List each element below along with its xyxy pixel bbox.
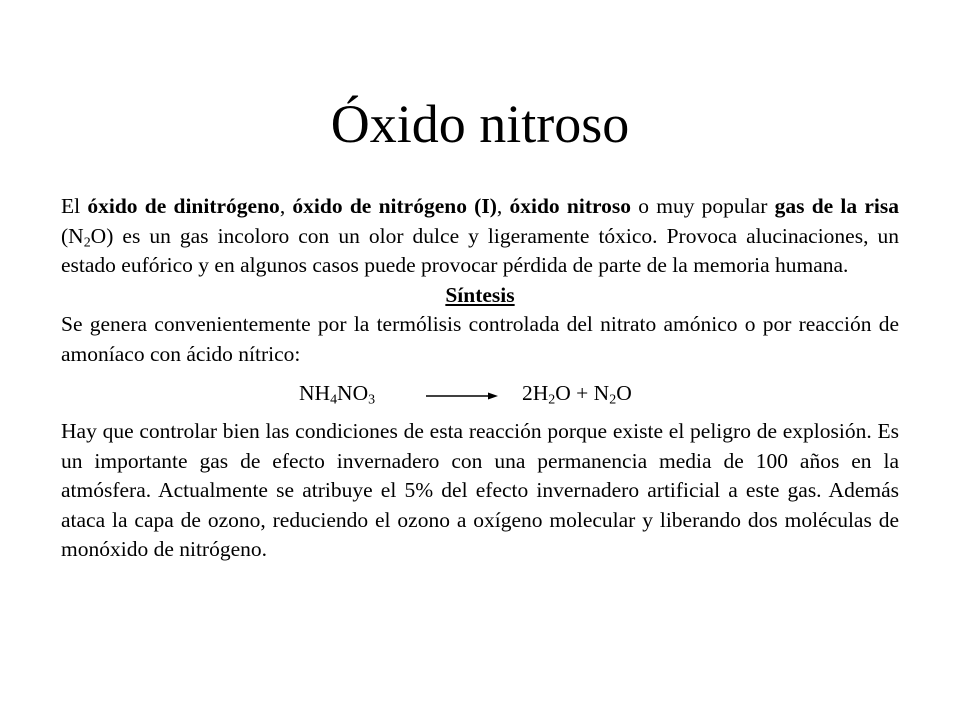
term-dinitrogen-oxide: óxido de dinitrógeno: [87, 194, 280, 218]
synthesis-paragraph: Se genera convenientemente por la termólisis controlada del nitrato amónico o por reacción de amoníaco con ácido nítrico:: [61, 312, 899, 366]
term-nitrous-oxide: óxido nitroso: [509, 194, 632, 218]
formula-subscript: 2: [83, 234, 91, 250]
product-subscript-1: 2: [548, 392, 556, 408]
slide-title: Óxido nitroso: [330, 94, 630, 154]
reaction-equation: [61, 373, 899, 417]
reactant-subscript-1: 4: [330, 392, 338, 408]
intro-text-5: (N: [61, 223, 84, 248]
slide-content: [61, 192, 899, 565]
product-subscript-2: 2: [609, 392, 617, 408]
term-laughing-gas: gas de la risa: [774, 194, 900, 218]
synthesis-heading: Síntesis: [445, 282, 515, 307]
reactant-part-1: NH: [299, 381, 331, 405]
reaction-arrow-icon: [426, 391, 498, 401]
product-part-3: O: [616, 381, 632, 405]
reactant-part-2: NO: [337, 381, 369, 405]
product-part-2: O + N: [555, 381, 610, 405]
reactant-subscript-2: 3: [368, 392, 376, 408]
term-nitrogen-oxide-i: óxido de nitrógeno (I): [292, 194, 497, 218]
intro-text-6: O) es un gas incoloro con un olor dulce y ligeramente tóxico. Provoca alucinaciones, un estado eufórico y en algunos casos puede provocar pérdida de parte de la memoria humana.: [61, 223, 899, 277]
product-part-1: 2H: [522, 381, 549, 405]
equation-products: [522, 379, 632, 409]
intro-paragraph: [61, 192, 899, 281]
intro-text-4: o muy popular: [631, 194, 775, 218]
closing-paragraph: Hay que controlar bien las condiciones de esta reacción porque existe el peligro de explosión. Es un importante gas de efecto invernadero con una permanencia media de 100 años en la atmósfera. Actualmente se atribuye el 5% del efecto invernadero artificial a este gas. Además ataca la capa de ozono, reduciendo el ozono a oxígeno molecular y liberando dos moléculas de monóxido de nitrógeno.: [61, 419, 899, 561]
intro-text-1: El: [61, 194, 88, 218]
intro-text-3: ,: [496, 194, 510, 218]
intro-text-2: ,: [279, 194, 293, 218]
equation-reactant: [299, 379, 375, 409]
